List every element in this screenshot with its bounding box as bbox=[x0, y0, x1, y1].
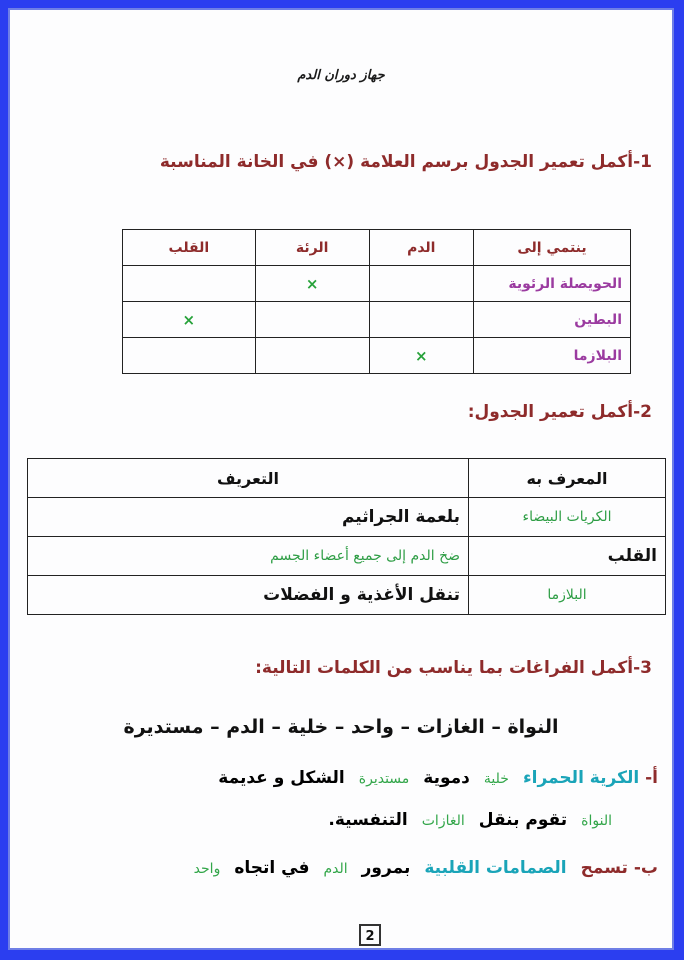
page-number: 2 bbox=[359, 924, 381, 946]
question-1-table bbox=[122, 229, 631, 374]
term-cell: البلازما bbox=[469, 576, 666, 615]
check-mark-cell: × bbox=[255, 266, 369, 302]
sentence-a-part: دموية bbox=[423, 768, 470, 788]
sentence-b-part: تسمح bbox=[580, 858, 628, 878]
sentence-a-part: تقوم بنقل bbox=[478, 810, 568, 830]
header-heart: القلب bbox=[123, 230, 256, 266]
sentence-a-part: الشكل و عديمة bbox=[218, 768, 345, 788]
check-mark-cell: × bbox=[369, 338, 473, 374]
check-mark-cell bbox=[369, 266, 473, 302]
check-mark-cell: × bbox=[123, 302, 256, 338]
table-row bbox=[123, 266, 631, 302]
answer-fill: واحد bbox=[193, 861, 221, 877]
check-mark-cell bbox=[255, 302, 369, 338]
answer-fill: الغازات bbox=[421, 813, 465, 829]
table-row bbox=[28, 498, 666, 537]
table-row bbox=[123, 302, 631, 338]
question-2-table bbox=[27, 458, 666, 615]
definition-cell: تنقل الأغذية و الفضلات bbox=[28, 576, 469, 615]
answer-fill: الدم bbox=[323, 861, 348, 877]
answer-fill: خلية bbox=[483, 771, 509, 787]
table-row bbox=[123, 338, 631, 374]
question-3-label: 3-أكمل الفراغات بما يناسب من الكلمات التالية: bbox=[255, 658, 652, 678]
sentence-b-prefix: ب- bbox=[627, 858, 658, 878]
sentence-b-part: بمرور bbox=[361, 858, 411, 878]
term-cell: الكريات البيضاء bbox=[469, 498, 666, 537]
check-mark-cell bbox=[123, 338, 256, 374]
header-term: المعرف به bbox=[469, 459, 666, 498]
check-mark-cell bbox=[123, 266, 256, 302]
header-lung: الرئة bbox=[255, 230, 369, 266]
header-definition: التعريف bbox=[28, 459, 469, 498]
sentence-a-part: الكرية الحمراء bbox=[522, 768, 640, 788]
row-label: الحويصلة الرئوية bbox=[474, 266, 631, 302]
table-header-row bbox=[123, 230, 631, 266]
sentence-a-prefix: أ- bbox=[639, 768, 658, 788]
definition-cell: ضخ الدم إلى جميع أعضاء الجسم bbox=[28, 537, 469, 576]
table-row bbox=[28, 576, 666, 615]
row-label: البلازما bbox=[474, 338, 631, 374]
check-mark-cell bbox=[255, 338, 369, 374]
answer-fill: النواة bbox=[581, 813, 612, 829]
definition-cell: بلعمة الجراثيم bbox=[28, 498, 469, 537]
sentence-b-part: في اتجاه bbox=[234, 858, 310, 878]
header-belongs-to: ينتمي إلى bbox=[474, 230, 631, 266]
term-cell: القلب bbox=[469, 537, 666, 576]
answer-fill: مستديرة bbox=[358, 771, 410, 787]
sentence-a-line-1 bbox=[218, 768, 658, 788]
sentence-a-part: التنفسية. bbox=[328, 810, 408, 830]
table-header-row bbox=[28, 459, 666, 498]
header-blood: الدم bbox=[369, 230, 473, 266]
question-1-label: 1-أكمل تعمير الجدول برسم العلامة (×) في الخانة المناسبة bbox=[159, 152, 652, 172]
page-title: جهاز دوران الدم bbox=[297, 68, 385, 83]
worksheet-page bbox=[8, 8, 674, 950]
sentence-b-line bbox=[194, 858, 658, 878]
word-bank: النواة – الغازات – واحد – خلية – الدم – مستديرة bbox=[123, 716, 559, 738]
table-row bbox=[28, 537, 666, 576]
sentence-b-part: الصمامات القلبية bbox=[424, 858, 567, 878]
sentence-a-line-2 bbox=[328, 810, 612, 830]
question-2-label: 2-أكمل تعمير الجدول: bbox=[467, 402, 652, 422]
row-label: البطين bbox=[474, 302, 631, 338]
check-mark-cell bbox=[369, 302, 473, 338]
